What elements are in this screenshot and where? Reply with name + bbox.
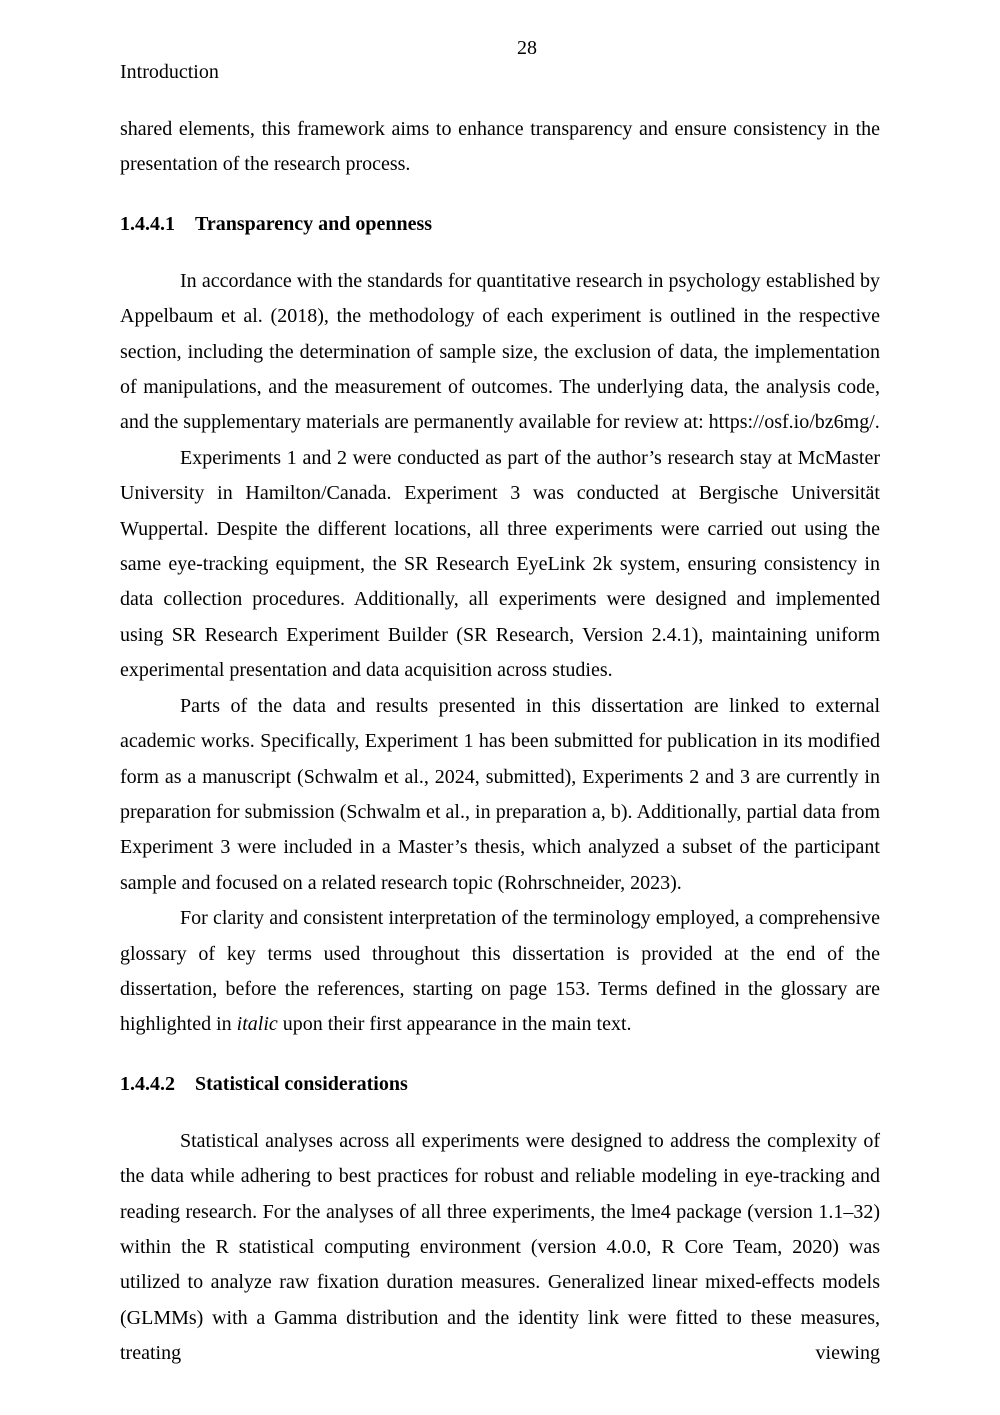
text-run: In accordance with the standards for quantitative research in psychology established by Appelbaum et al. (2018), the methodology of each experiment is outlined in the respective section, including the determination of sample size, the exclusion of data, the implementation of manipulations, and the measurement of outcomes. The underlying data, the analysis code, and the supplementary materials are permanently available for review at: https://osf.io/bz6mg/. [120,269,880,434]
section-number: 1.4.4.1 [120,212,175,235]
section-heading [120,210,880,238]
section-title: Statistical considerations [195,1072,408,1095]
paragraph [120,689,880,901]
glossary-term-italic: italic [236,1013,278,1036]
paragraph [120,441,880,689]
text-run: upon their first appearance in the main text. [277,1013,632,1036]
text-run: Parts of the data and results presented in this dissertation are linked to external academic works. Specifically, Experiment 1 has been submitted for publication in its modified form as a manuscript (Schwalm et al., 2024, submitted), Experiments 2 and 3 are currently in preparation for submission (Schwalm et al., in preparation a, b). Additionally, partial data from Experiment 3 were included in a Master’s thesis, which analyzed a subset of the participant sample and focused on a related research topic (Rohrschneider, 2023). [120,694,880,894]
document-body [120,112,880,1372]
section-title: Transparency and openness [195,212,433,235]
paragraph [120,112,880,183]
section-number: 1.4.4.2 [120,1072,175,1095]
paragraph [120,901,880,1043]
section-heading [120,1070,880,1098]
text-run: Experiments 1 and 2 were conducted as part of the author’s research stay at McMaster University in Hamilton/Canada. Experiment 3 was conducted at Bergische Universität Wuppertal. Despite the different locations, all three experiments were carried out using the same eye-tracking equipment, the SR Research EyeLink 2k system, ensuring consistency in data collection procedures. Additionally, all experiments were designed and implemented using SR Research Experiment Builder (SR Research, Version 2.4.1), maintaining uniform experimental presentation and data acquisition across studies. [120,446,880,682]
text-run: shared elements, this framework aims to enhance transparency and ensure consistency in the presentation of the research process. [120,118,880,176]
paragraph [120,264,880,441]
paragraph [120,1124,880,1372]
text-run: For clarity and consistent interpretation of the terminology employed, a comprehensive glossary of key terms used throughout this dissertation is provided at the end of the dissertation, before the references, starting on page 153. Terms defined in the glossary are highlighted in [120,907,880,1036]
page-number: 28 [517,37,537,59]
running-head: Introduction [120,61,219,83]
text-run: Statistical analyses across all experiments were designed to address the complexity of the data while adhering to best practices for robust and reliable modeling in eye-tracking and reading research. For the analyses of all three experiments, the lme4 package (version 1.1–32) within the R statistical computing environment (version 4.0.0, R Core Team, 2020) was utilized to analyze raw fixation duration measures. Generalized linear mixed-effects models (GLMMs) with a Gamma distribution and the identity link were fitted to these measures, treating viewing [120,1129,880,1365]
